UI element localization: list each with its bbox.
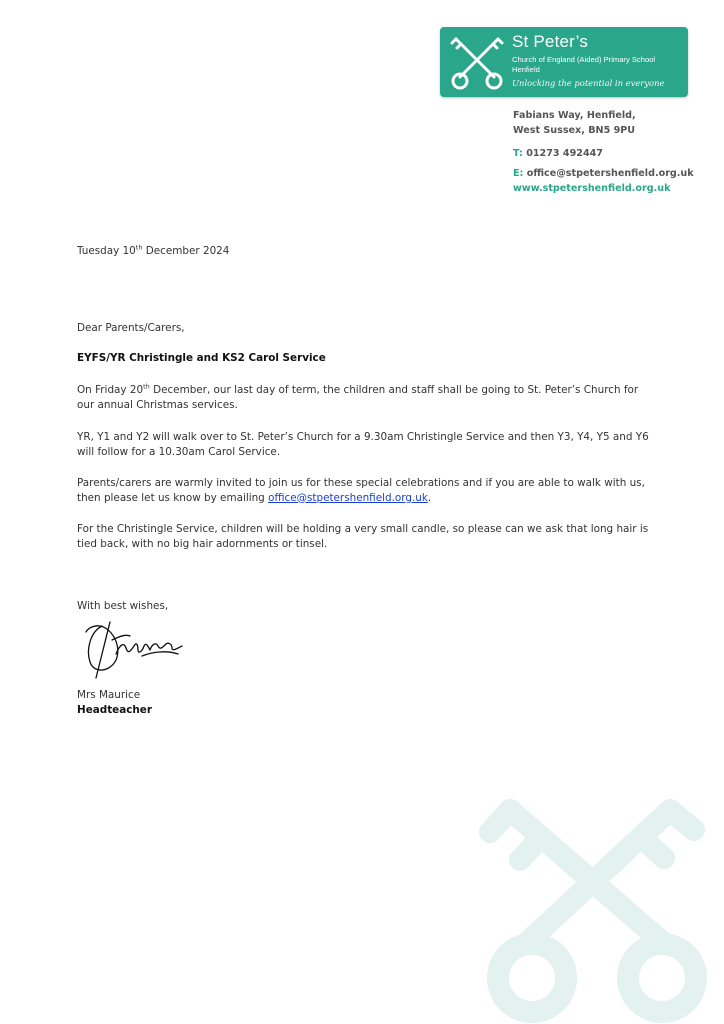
paragraph-3: Parents/carers are warmly invited to join us for these special celebrations and if you are able to walk with us, then please let us know by emailing office@stpetershenfield.org.uk.: [77, 477, 645, 504]
crossed-keys-watermark-icon: [470, 790, 724, 1024]
paragraph-1: On Friday 20th December, our last day of term, the children and staff shall be going to St. Peter’s Church for our annual Christmas services.: [77, 382, 639, 411]
paragraph-2: YR, Y1 and Y2 will walk over to St. Peter’s Church for a 9.30am Christingle Service and then Y3, Y4, Y5 and Y6 will follow for a 10.30am Carol Service.: [77, 431, 649, 458]
school-location: Henfield: [512, 65, 540, 74]
email-link[interactable]: office@stpetershenfield.org.uk: [268, 491, 428, 504]
address-line-2: West Sussex, BN5 9PU: [513, 125, 636, 136]
salutation: Dear Parents/Carers,: [77, 322, 185, 334]
school-subtitle: Church of England (Aided) Primary School: [512, 55, 656, 64]
email-label: E:: [513, 168, 524, 179]
school-tagline: Unlocking the potential in everyone: [512, 78, 665, 88]
signature: [82, 618, 192, 682]
school-logo: [440, 27, 688, 97]
website-link[interactable]: www.stpetershenfield.org.uk: [513, 183, 671, 194]
letter-date: Tuesday 10th December 2024: [77, 243, 230, 257]
letter-subject: EYFS/YR Christingle and KS2 Carol Service: [77, 352, 326, 364]
school-name: St Peter’s: [512, 32, 589, 51]
signer-name: Mrs Maurice: [77, 689, 141, 701]
crossed-keys-icon: [446, 31, 508, 93]
phone-number: 01273 492447: [526, 148, 603, 159]
paragraph-4: For the Christingle Service, children will be holding a very small candle, so please can we ask that long hair is tied back, with no big hair adornments or tinsel.: [77, 523, 649, 550]
email-line: [513, 168, 694, 179]
email-address[interactable]: office@stpetershenfield.org.uk: [526, 168, 694, 179]
signer-title: Headteacher: [77, 704, 152, 716]
phone-line: [513, 148, 603, 159]
phone-label: T:: [513, 148, 523, 159]
address-line-1: Fabians Way, Henfield,: [513, 110, 636, 121]
closing: With best wishes,: [77, 600, 169, 612]
